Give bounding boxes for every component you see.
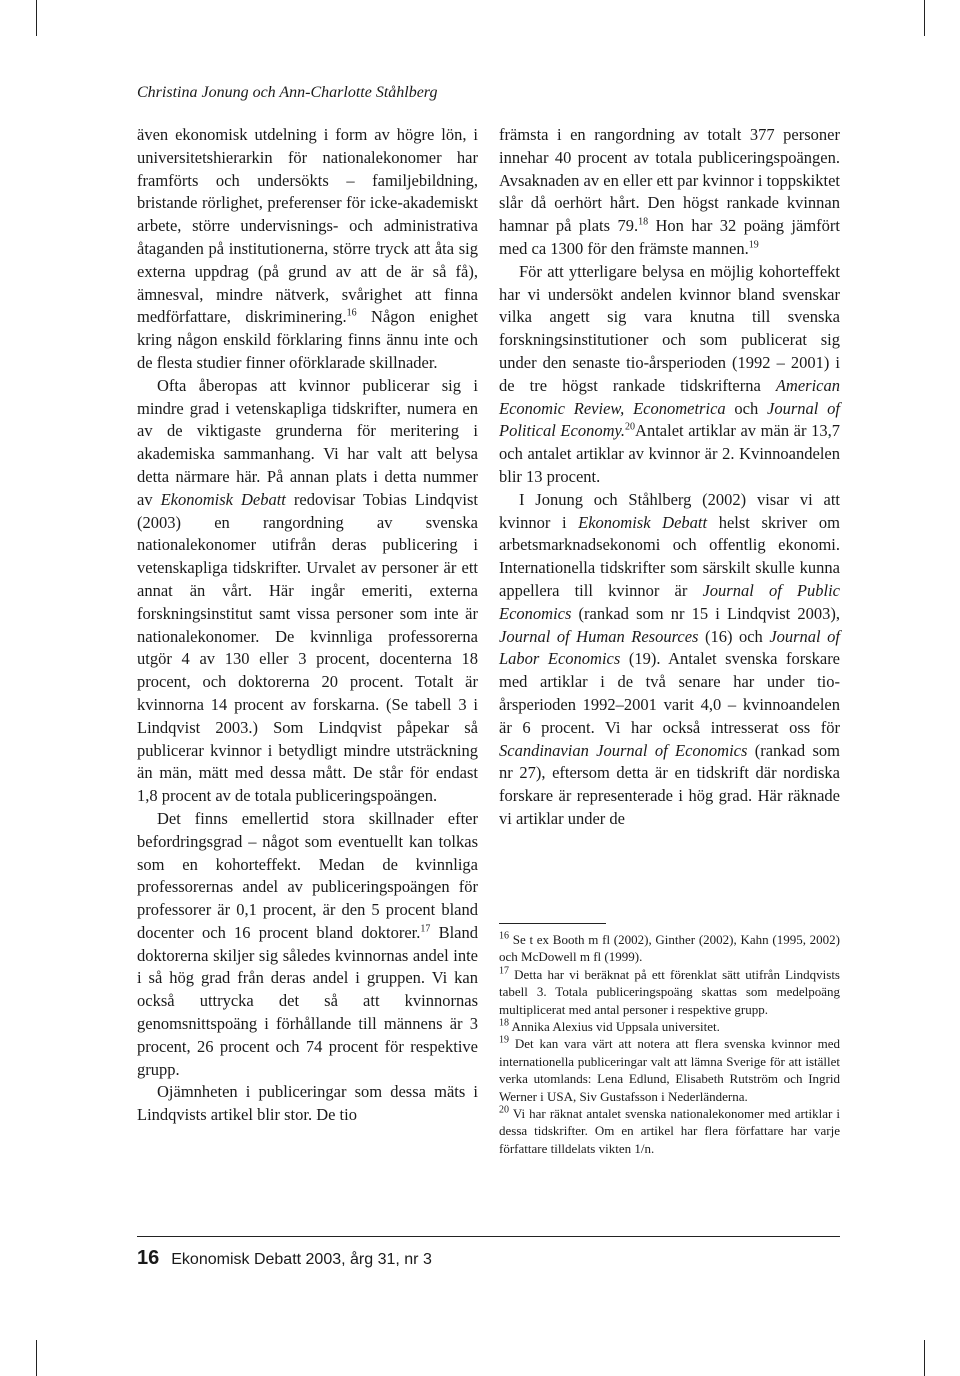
footnote-rule: [499, 923, 606, 924]
left-column: [137, 124, 478, 1127]
paragraph: även ekonomisk utdelning i form av högre lön, i universitetshierarkin för nationalekonomer har framförts och undersökts – familjebildning, bristande rörlighet, preferenser för icke-akademiskt arbete, större undervisnings- och administrativa åtaganden på institutionerna, större tryck att åta sig externa uppdrag (på grund av att de är så få), ämnesval, mindre nätverk, svårighet att finna medförfattare, diskriminering.$^{16}$ Någon enighet kring någon enskild förklaring finns ännu inte och de flesta studier finner oförklarade skillnader.: [137, 125, 478, 372]
footnotes: [499, 931, 840, 1157]
footnote-ref[interactable]: 18: [638, 216, 649, 228]
paragraph: främsta i en rangordning av totalt 377 personer innehar 40 procent av totala publiceringspoängen. Avsaknaden av en eller ett par kvinnor i toppskiktet slår då oerhört hårt. Den högst rankade kvinnan hamnar på plats 79.18 Hon har 32 poäng jämfört med ca 1300 för den främste mannen.$^{19}$: [499, 125, 841, 258]
crop-mark: [36, 1340, 37, 1376]
paragraph: Ojämnheten i publiceringar som dessa mäts i Lindqvists artikel blir stor. De tio: [137, 1082, 478, 1125]
footnote: $^{20}$ Vi har räknat antalet svenska nationalekonomer med artiklar i dessa tidskrifter. Om en artikel har flera författare har varje författare tilldelats vikten 1/n.: [499, 1104, 840, 1156]
paragraph: Ofta åberopas att kvinnor publicerar sig i mindre grad i vetenskapliga tidskrifter, numera en av de viktigaste grunderna för meritering i akademiska sammanhang. Vi har valt att belysa detta närmare här. På annan plats i detta nummer av Ekonomisk Debatt redovisar Tobias Lindqvist (2003) en rangordning av svenska nationalekonomer utifrån deras publicering i vetenskapliga tidskrifter. Urvalet av personer är ett annat än vårt. Här ingår emeriti, externa forskningsinstitut samt vissa personer som inte är nationalekonomer. De kvinnliga professorerna utgör 4 av 130 eller 3 procent, docenterna 18 procent, och doktorerna 20 procent. Totalt är kvinnorna 14 procent av forskarna. (Se tabell 3 i Lindqvist 2003.) Som Lindqvist påpekar så publicerar kvinnor i betydligt mindre utsträckning än män, mätt med dessa mått. De står för endast 1,8 procent av de totala publiceringspoängen.: [137, 375, 478, 806]
footnote-ref[interactable]: 19: [748, 239, 759, 251]
footnote: $^{16}$ Se t ex Booth m fl (2002), Ginther (2002), Kahn (1995, 2002) och McDowell m fl (1999).: [499, 930, 840, 965]
footnote-ref[interactable]: 16: [346, 307, 357, 319]
footnote-ref[interactable]: 17: [420, 923, 431, 935]
paragraph: I Jonung och Ståhlberg (2002) visar vi att kvinnor i Ekonomisk Debatt helst skriver om arbetsmarknadsekonomi och offentlig ekonomi. Internationella tidskrifter som särskilt skulle kunna appellera till kvinnor är Journal of Public Economics (rankad som nr 15 i Lindqvist 2003), Journal of Human Resources (16) och Journal of Labor Economics (19). Antalet svenska forskare med artiklar i de två senare har under tio-årsperioden 1992–2001 varit 4,0 – kvinnoandelen är 6 procent. Vi har också intresserat oss för Scandinavian Journal of Economics (rankad som nr 27), eftersom detta är en tidskrift där nordiska forskare är representerade i hög grad. Här räknade vi artiklar under de: [499, 489, 841, 828]
footnote: $^{17}$ Detta har vi beräknat på ett förenklat sätt utifrån Lindqvists tabell 3. Totala publiceringspoäng skattas som medelpoäng multiplicerat med antal personer i respektive grupp.: [499, 965, 840, 1017]
page-footer: [137, 1247, 432, 1270]
right-column: [499, 124, 840, 831]
journal-info: Ekonomisk Debatt 2003, årg 31, nr 3: [171, 1251, 432, 1268]
footnote: $^{19}$ Det kan vara värt att notera att flera svenska kvinnor med internationella publiceringar valt att lämna Sverige för att istället verka utomlands: Lena Edlund, Elisabeth Rutström och Ingrid Werner i USA, Siv Gustafsson i Nederländerna.: [499, 1035, 840, 1104]
footer-rule: [137, 1236, 840, 1237]
page-number: 16: [137, 1247, 160, 1269]
crop-mark: [924, 0, 925, 36]
crop-mark: [36, 0, 37, 36]
crop-mark: [924, 1340, 925, 1376]
paragraph: För att ytterligare belysa en möjlig kohorteffekt har vi undersökt andelen kvinnor bland svenskar vilka angett sig vara knutna till svenska forskningsinstitutioner och som publicerat sig under den senaste tio-årsperioden (1992 – 2001) i de tre högst rankade tidskrifterna American Economic Review, Econometrica och Journal of Political Economy.$^{20}$Antalet artiklar av män är 13,7 och antalet artiklar av kvinnor är 2. Kvinnoandelen blir 13 procent.: [499, 261, 840, 486]
footnote: $^{18}$ Annika Alexius vid Uppsala universitet.: [499, 1017, 720, 1035]
running-head: Christina Jonung och Ann-Charlotte Ståhlberg: [137, 84, 438, 101]
paragraph: Det finns emellertid stora skillnader efter befordringsgrad – något som eventuellt kan tolkas som en kohorteffekt. Medan de kvinnliga professorernas andel av publiceringspoängen för professorer är 0,1 procent, är den 5 procent bland docenter och 16 procent bland doktorer.$^{17}$ Bland doktorerna skiljer sig således kvinnornas andel inte i så hög grad från deras andel i gruppen. Vi kan också uttrycka det så att kvinnornas genomsnittspoäng i förhållande till männens är 3 procent, 26 procent och 74 procent för respektive grupp.: [137, 808, 478, 1079]
footnote-ref[interactable]: 20: [625, 421, 636, 433]
